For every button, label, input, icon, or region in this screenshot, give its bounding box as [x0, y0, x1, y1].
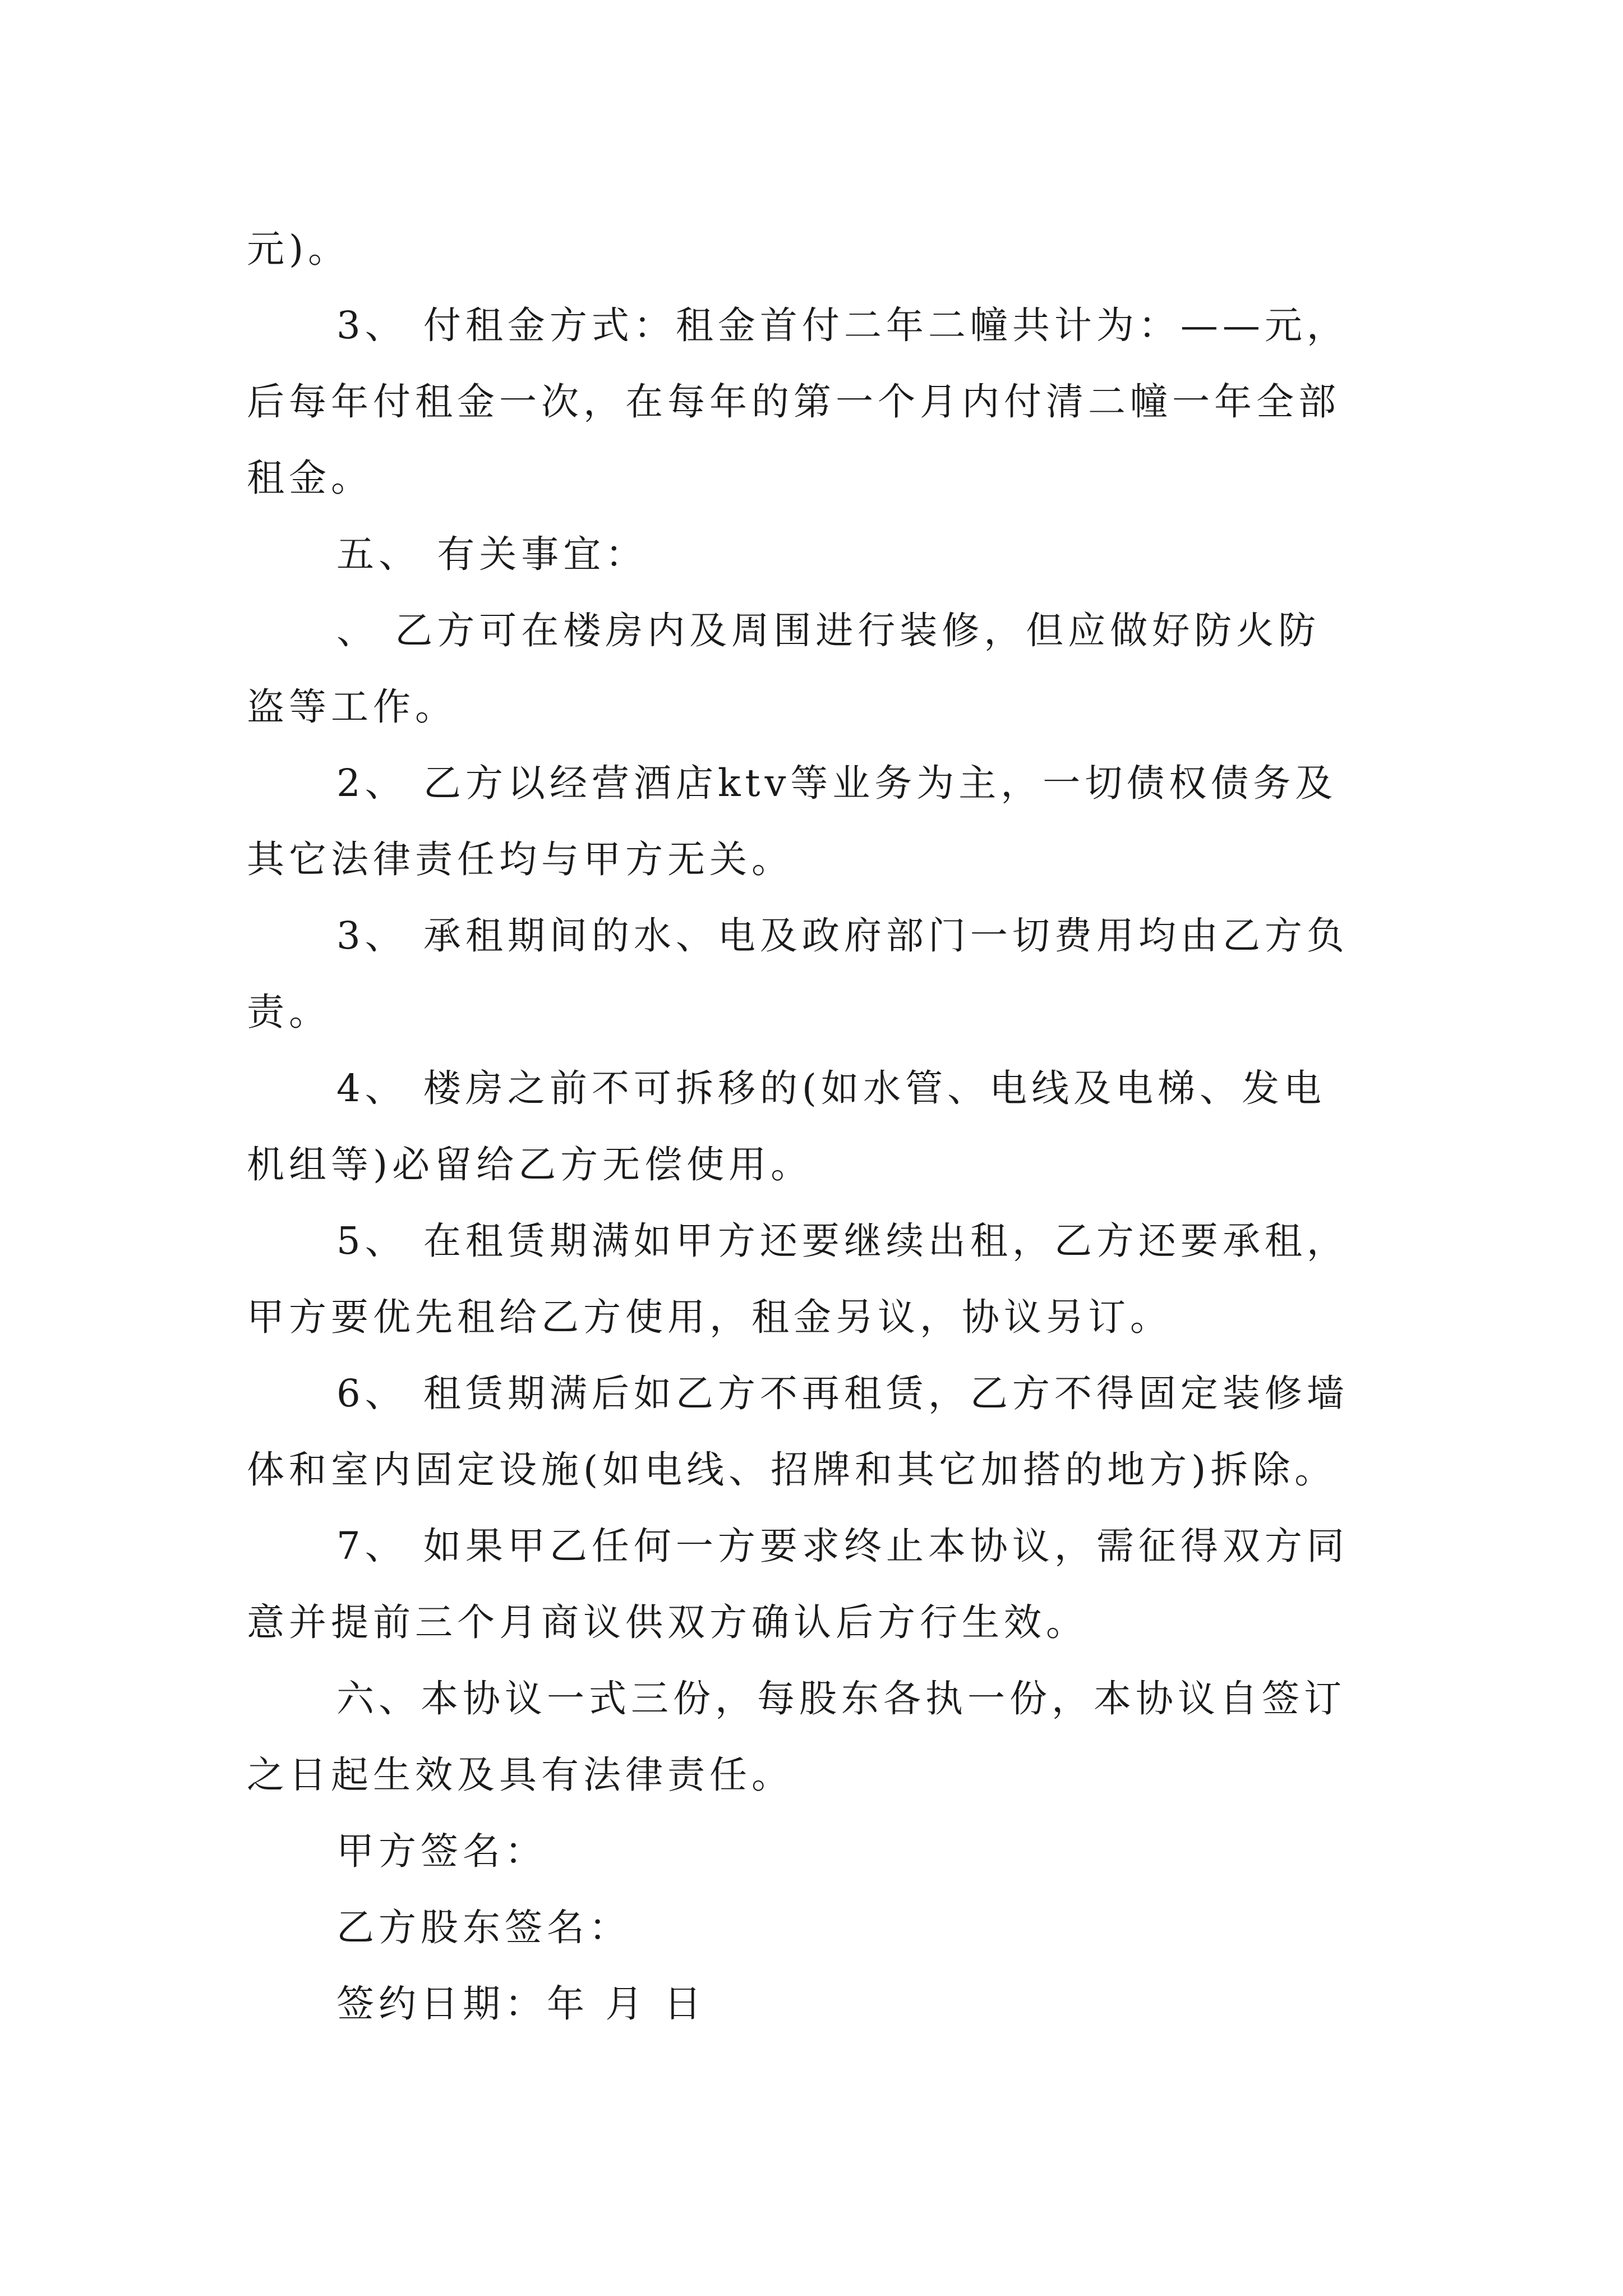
text-line: 租金。 [247, 456, 373, 500]
text-line: 4、 楼房之前不可拆移的(如水管、电线及电梯、发电 [336, 1066, 1326, 1110]
text-line: 元)。 [247, 227, 351, 271]
text-line: 体和室内固定设施(如电线、招牌和其它加搭的地方)拆除。 [247, 1448, 1337, 1492]
text-line: 盗等工作。 [247, 685, 457, 729]
text-line: 2、 乙方以经营酒店ktv等业务为主，一切债权债务及 [336, 761, 1338, 805]
signing-date-label: 签约日期：年 月 日 [336, 1982, 706, 2026]
text-line: 5、 在租赁期满如甲方还要继续出租，乙方还要承租， [336, 1219, 1349, 1263]
section-heading: 六、本协议一式三份，每股东各执一份，本协议自签订 [336, 1677, 1346, 1720]
text-line: 意并提前三个月商议供双方确认后方行生效。 [247, 1600, 1088, 1644]
text-line: 、 乙方可在楼房内及周围进行装修，但应做好防火防 [336, 609, 1321, 652]
text-line: 6、 租赁期满后如乙方不再租赁，乙方不得固定装修墙 [336, 1372, 1349, 1415]
text-line: 7、 如果甲乙任何一方要求终止本协议，需征得双方同 [336, 1524, 1349, 1568]
text-line: 后每年付租金一次，在每年的第一个月内付清二幢一年全部 [247, 380, 1340, 424]
text-line: 责。 [247, 990, 331, 1034]
section-heading: 五、 有关事宜： [336, 532, 648, 576]
text-line: 机组等)必留给乙方无偿使用。 [247, 1143, 813, 1186]
text-line: 其它法律责任均与甲方无关。 [247, 838, 794, 881]
text-line: 3、 付租金方式：租金首付二年二幢共计为：——元， [336, 303, 1349, 347]
party-b-signature-label: 乙方股东签名： [336, 1906, 631, 1949]
text-line: 甲方要优先租给乙方使用，租金另议，协议另订。 [247, 1295, 1172, 1339]
document-body [247, 211, 1430, 2042]
party-a-signature-label: 甲方签名： [336, 1829, 547, 1873]
text-line: 3、 承租期间的水、电及政府部门一切费用均由乙方负 [336, 914, 1349, 958]
text-line: 之日起生效及具有法律责任。 [247, 1753, 794, 1797]
